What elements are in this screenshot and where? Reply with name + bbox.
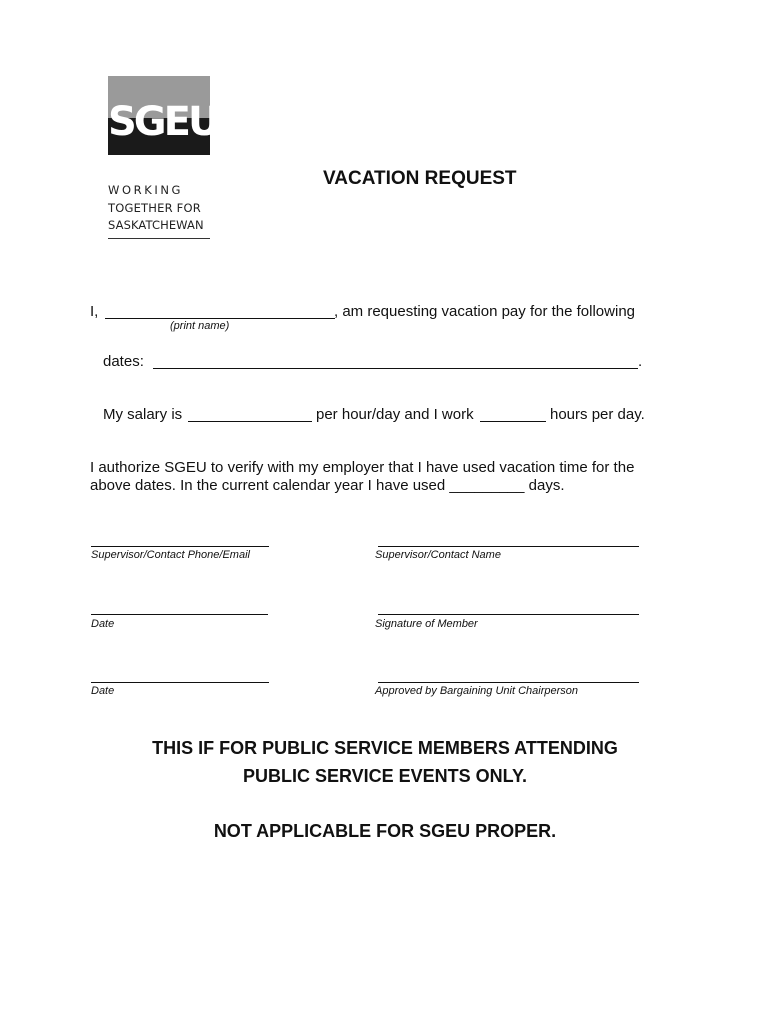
member-signature-label: Signature of Member [375,618,478,630]
dates-label: dates: [103,353,144,370]
salary-middle: per hour/day and I work [316,406,474,423]
salary-field[interactable] [188,421,312,422]
logo-wordmark: SGEU [108,99,218,145]
hours-field[interactable] [480,421,546,422]
approval-label: Approved by Bargaining Unit Chairperson [375,685,579,697]
salary-prefix: My salary is [103,406,183,423]
sgeu-logo [108,76,218,244]
date-label-1: Date [91,618,115,630]
notice-line-2: PUBLIC SERVICE EVENTS ONLY. [242,766,528,786]
print-name-field[interactable] [105,318,335,319]
date-line-1[interactable] [91,614,268,615]
notice-line-3: NOT APPLICABLE FOR SGEU PROPER. [213,821,557,841]
member-signature-line[interactable] [378,614,639,615]
logo-tagline-1: WORKING [108,183,184,197]
print-name-hint: (print name) [170,320,230,332]
page-title: VACATION REQUEST [323,168,517,189]
date-line-2[interactable] [91,682,269,683]
logo-tagline-3: SASKATCHEWAN [108,218,204,232]
supervisor-phone-label: Supervisor/Contact Phone/Email [91,549,250,561]
approval-line[interactable] [378,682,639,683]
salary-suffix: hours per day. [550,406,645,423]
logo-tagline-2: TOGETHER FOR [108,201,201,215]
authorize-line-2: above dates. In the current calendar year I have used _________ days. [90,477,565,494]
dates-end: . [638,353,643,370]
notice-line-1: THIS IF FOR PUBLIC SERVICE MEMBERS ATTENDING [152,738,618,758]
date-label-2: Date [91,685,115,697]
name-prefix: I, [90,303,99,320]
dates-field[interactable] [153,368,638,369]
supervisor-name-label: Supervisor/Contact Name [375,549,501,561]
logo-underline [108,238,210,239]
name-suffix: , am requesting vacation pay for the following [334,303,636,320]
supervisor-name-line[interactable] [378,546,639,547]
supervisor-phone-line[interactable] [91,546,269,547]
authorize-line-1: I authorize SGEU to verify with my employer that I have used vacation time for the [90,459,635,476]
